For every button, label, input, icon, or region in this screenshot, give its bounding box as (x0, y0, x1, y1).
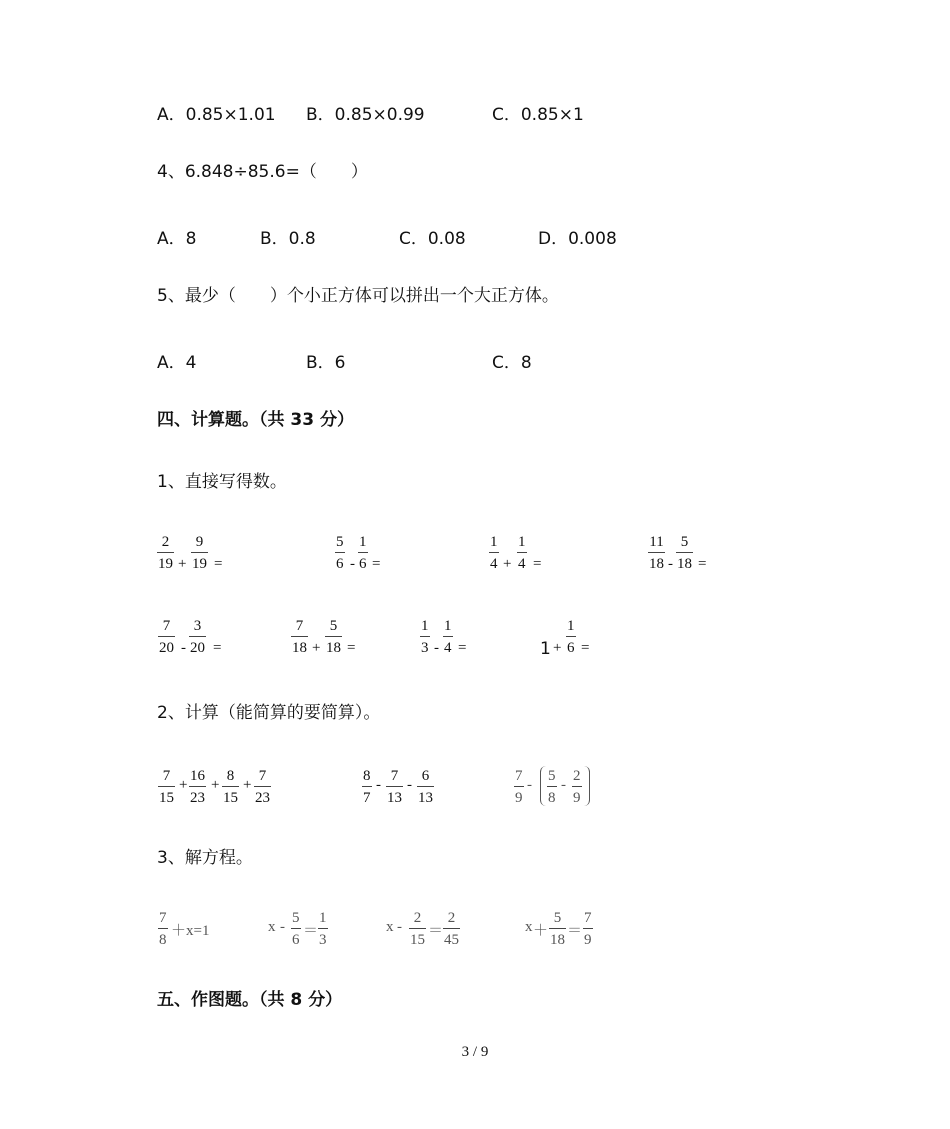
equals: ＝ (567, 923, 583, 939)
operator: + (211, 777, 220, 793)
fraction: 3 20 (190, 618, 205, 656)
fraction: 2 45 (444, 910, 459, 948)
equals: = (458, 640, 467, 656)
operator: - (376, 777, 381, 793)
operator: + (178, 556, 187, 572)
equals: = (533, 556, 542, 572)
fraction: 7 15 (159, 768, 174, 806)
q5-option-a: A．4 (157, 353, 197, 373)
operator: + (553, 640, 562, 656)
fraction: 7 18 (292, 618, 307, 656)
operator: + (243, 777, 252, 793)
q4-option-c: C．0.08 (399, 229, 466, 249)
fraction: 1 4 (444, 618, 452, 656)
operator: - (561, 777, 566, 793)
equals: = (581, 640, 590, 656)
fraction: 8 7 (363, 768, 371, 806)
fraction: 7 13 (387, 768, 402, 806)
fraction: 7 9 (515, 768, 523, 806)
operator: - (407, 777, 412, 793)
q4-option-d: D．0.008 (538, 229, 617, 249)
equals: ＝ (428, 923, 444, 939)
fraction: 5 6 (292, 910, 300, 948)
equals: ＝ (303, 923, 319, 939)
q5-option-c: C．8 (492, 353, 532, 373)
equals: = (372, 556, 381, 572)
page-number: 3 / 9 (461, 1044, 489, 1060)
fraction: 5 8 (548, 768, 556, 806)
fraction: 16 23 (190, 768, 205, 806)
part-2-title: 2、计算（能简算的要简算）。 (157, 703, 381, 723)
section-5-title: 五、作图题。（共 8 分） (157, 990, 343, 1010)
operator: - (350, 556, 355, 572)
fraction: 1 4 (490, 534, 498, 572)
operator: + (312, 640, 321, 656)
operator: + (503, 556, 512, 572)
q3-option-b: B．0.85×0.99 (306, 105, 425, 125)
fraction: 5 18 (550, 910, 565, 948)
fraction: 7 8 (159, 910, 167, 948)
equals: = (347, 640, 356, 656)
fraction: 1 6 (567, 618, 575, 656)
equals: = (213, 640, 222, 656)
fraction: 7 23 (255, 768, 270, 806)
variable-x: x (386, 919, 394, 935)
fraction: 8 15 (223, 768, 238, 806)
section-4-title: 四、计算题。（共 33 分） (157, 410, 354, 430)
fraction: 5 18 (326, 618, 341, 656)
question-4-stem: 4、6.848÷85.6=（ ） (157, 162, 368, 182)
q4-option-a: A．8 (157, 229, 197, 249)
part-1-title: 1、直接写得数。 (157, 472, 287, 492)
fraction: 7 20 (159, 618, 174, 656)
operator: - (527, 777, 532, 793)
whole-number: 1 (540, 639, 551, 659)
equals: = (698, 556, 707, 572)
q4-option-b: B．0.8 (260, 229, 316, 249)
fraction: 7 9 (584, 910, 592, 948)
operator: - (280, 919, 285, 935)
fraction: 2 9 (573, 768, 581, 806)
fraction: 1 3 (319, 910, 327, 948)
fraction: 5 18 (677, 534, 692, 572)
q3-option-a: A．0.85×1.01 (157, 105, 276, 125)
fraction: 9 19 (192, 534, 207, 572)
fraction: 1 4 (518, 534, 526, 572)
operator: - (668, 556, 673, 572)
fraction: 2 15 (410, 910, 425, 948)
operator: + (179, 777, 188, 793)
fraction: 5 6 (336, 534, 344, 572)
operator: - (434, 640, 439, 656)
fraction: 1 3 (421, 618, 429, 656)
variable-x: x (525, 919, 533, 935)
fraction: 1 6 (359, 534, 367, 572)
equation-rest: ＋x=1 (171, 923, 210, 939)
fraction: 6 13 (418, 768, 433, 806)
variable-x: x (268, 919, 276, 935)
q3-option-c: C．0.85×1 (492, 105, 584, 125)
question-5-stem: 5、最少（ ）个小正方体可以拼出一个大正方体。 (157, 286, 559, 306)
operator: - (397, 919, 402, 935)
q5-option-b: B．6 (306, 353, 346, 373)
fraction: 2 19 (158, 534, 173, 572)
operator: ＋ (533, 923, 549, 939)
fraction: 11 18 (649, 534, 664, 572)
equals: = (214, 556, 223, 572)
part-3-title: 3、解方程。 (157, 848, 253, 868)
operator: - (181, 640, 186, 656)
